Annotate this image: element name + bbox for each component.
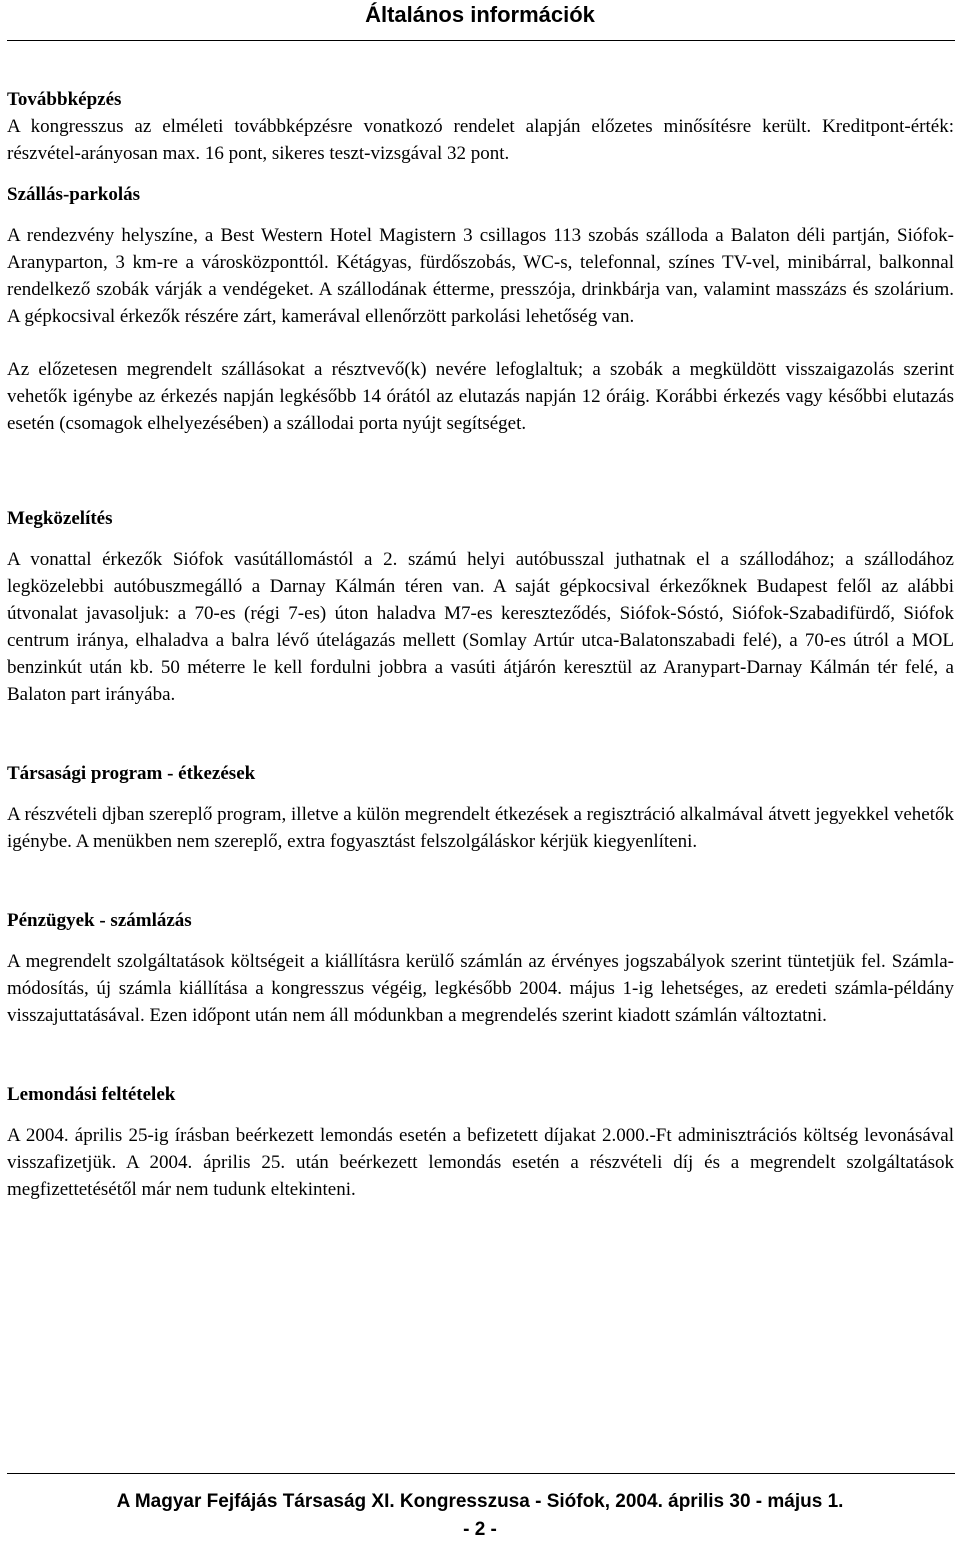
section-paragraph: A rendezvény helyszíne, a Best Western Hotel Magistern 3 csillagos 113 szobás szálloda a Balaton déli partján, Siófok-Aranyparton, 3 km-re a városközponttól. Kétágyas, fürdőszobás, WC-s, telefonnal, színes TV-vel, minibárral, balkonnal rendelkező szobák várják a vendégeket. A szállodának étterme, presszója, drinkbárja van, valamint masszázs és szolárium. A gépkocsival érkezők részére zárt, kamerával ellenőrzött parkolási lehetőség van.	[7, 225, 954, 327]
section-paragraph: A megrendelt szolgáltatások költségeit a kiállításra kerülő számlán az érvényes jogszabályok szerint tüntetjük fel. Számla-módosítás, új számla kiállítása a kongresszus végéig, legkésőbb 2004. május 1-ig lehetséges, az eredeti számla-példány visszajuttatásával. Ezen időpont után nem áll módunkban a megrendelés szerint kiadott számlán változtatni.	[7, 951, 954, 1026]
section-heading: Társasági program - étkezések	[7, 763, 256, 784]
section-heading: Szállás-parkolás	[7, 184, 141, 205]
section-paragraph: A részvételi djban szereplő program, illetve a külön megrendelt étkezések a regisztráció alkalmával átvett jegyekkel vehetők igénybe. A menükben nem szereplő, extra fogyasztást felszolgáláskor kérjük kiegyenlíteni.	[7, 804, 954, 852]
section-tovabbkepzes	[7, 86, 954, 167]
section-paragraph: A 2004. április 25-ig írásban beérkezett lemondás esetén a befizetett díjakat 2.000.-Ft adminisztrációs költség levonásával visszafizetjük. A 2004. április 25. után beérkezett lemondás esetén a részvételi díj és a megrendelt szolgáltatások megfizettetésétől már nem tudunk eltekinteni.	[7, 1125, 954, 1200]
section-penzugyek	[7, 907, 954, 1029]
section-lemondasi-feltetelek	[7, 1081, 954, 1203]
section-szallas-parkolas	[7, 181, 954, 437]
section-heading: Pénzügyek - számlázás	[7, 910, 192, 931]
document-body	[7, 86, 954, 1203]
page-number: - 2 -	[463, 1519, 497, 1540]
footer-event-title: A Magyar Fejfájás Társaság XI. Kongresszusa - Siófok, 2004. április 30 - május 1.	[116, 1491, 844, 1512]
section-paragraph: A vonattal érkezők Siófok vasútállomástól a 2. számú helyi autóbusszal juthatnak el a szállodához; a szállodához legközelebbi autóbuszmegálló a Darnay Kálmán téren van. A saját gépkocsival érkezőknek Budapest felől az alábbi útvonalat javasoljuk: a 70-es (régi 7-es) úton haladva M7-es kereszteződés, Siófok-Sóstó, Siófok-Szabadifürdő, Siófok centrum iránya, elhaladva a balra lévő útelágazás mellett (Somlay Artúr utca-Balatonszabadi felé), a 70-es útról a MOL benzinkút után kb. 50 méterre le kell fordulni jobbra a vasúti átjárón keresztül az Aranypart-Darnay Kálmán tér felé, a Balaton part irányába.	[7, 549, 954, 705]
section-paragraph: A kongresszus az elméleti továbbképzésre vonatkozó rendelet alapján előzetes minősítésre került. Kreditpont-érték: részvétel-arányosan max. 16 pont, sikeres teszt-vizsgával 32 pont.	[7, 116, 954, 164]
section-paragraph: Az előzetesen megrendelt szállásokat a résztvevő(k) nevére lefoglaltuk; a szobák a megküldött visszaigazolás szerint vehetők igénybe az érkezés napján legkésőbb 14 órától az elutazás napján 12 óráig. Korábbi érkezés vagy későbbi elutazás esetén (csomagok elhelyezésében) a szállodai porta nyújt segítséget.	[7, 359, 954, 434]
header-divider	[7, 40, 955, 41]
section-megkozelites	[7, 505, 954, 708]
footer-divider	[7, 1473, 955, 1474]
section-tarsasagi-program	[7, 760, 954, 855]
section-heading: Lemondási feltételek	[7, 1084, 176, 1105]
page-header-title: Általános információk	[365, 2, 595, 27]
section-heading: Megközelítés	[7, 508, 113, 529]
section-heading: Továbbképzés	[7, 89, 122, 110]
